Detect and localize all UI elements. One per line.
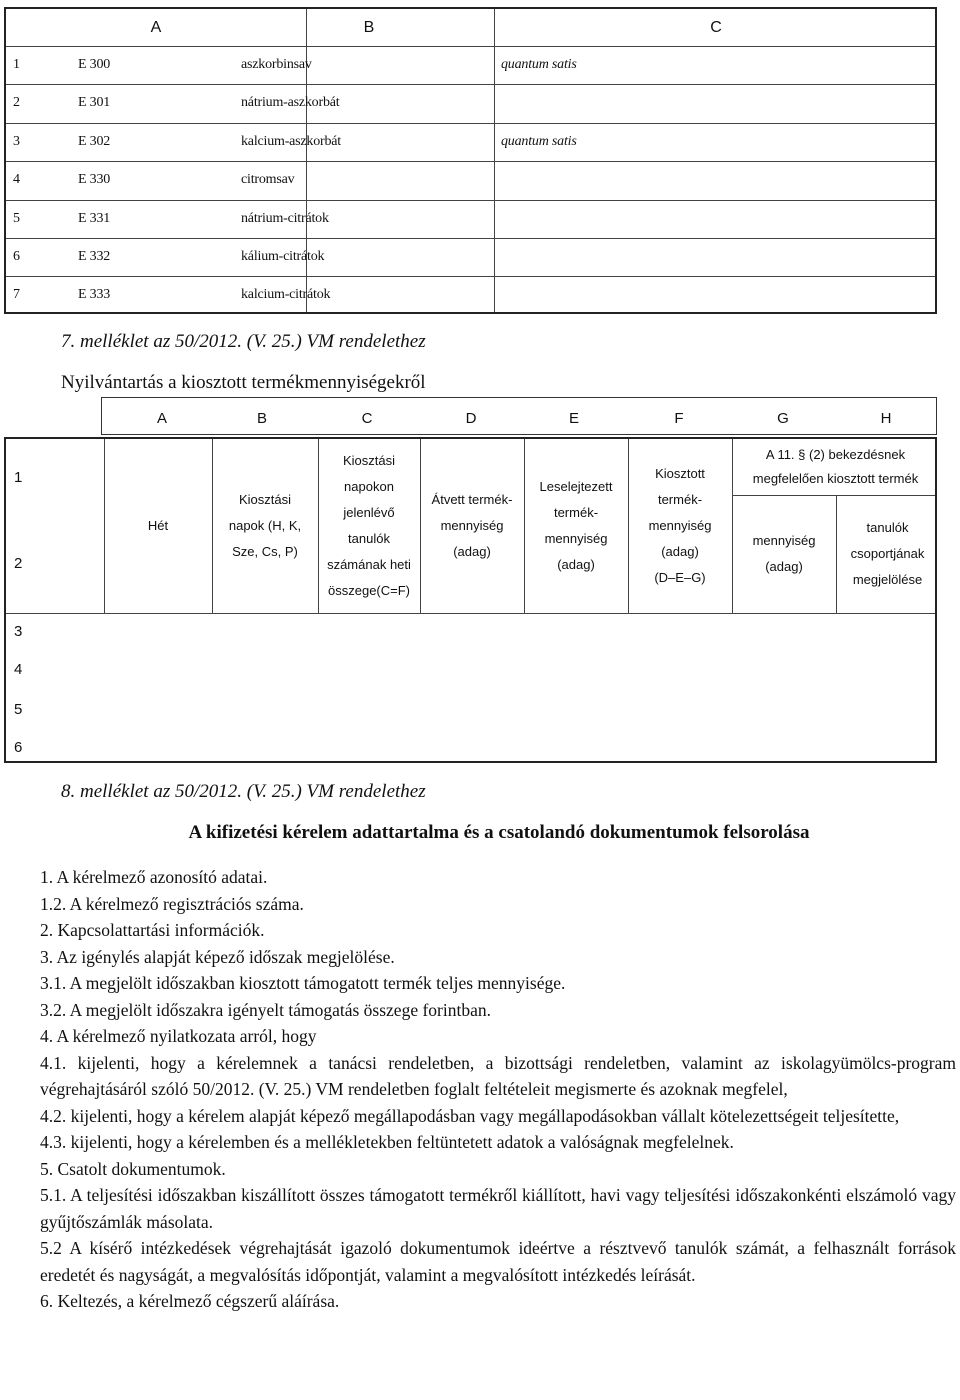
column-header-b: B <box>363 19 375 36</box>
table-divider <box>420 439 421 613</box>
table-cell: nátrium-aszkorbát <box>241 95 340 111</box>
table-divider <box>212 439 213 613</box>
row-number: 3 <box>14 623 23 640</box>
header-week: Hét <box>147 518 169 533</box>
list-item: 3.2. A megjelölt időszakra igényelt támogatás összege forintban. <box>40 999 491 1020</box>
table-divider <box>836 495 837 613</box>
annex-8-title: A kifizetési kérelem adattartalma és a csatolandó dokumentumok felsorolása <box>188 822 810 843</box>
table-divider <box>318 439 319 613</box>
table-divider <box>732 439 733 613</box>
row-number: 5 <box>14 701 23 718</box>
column-letter: D <box>465 410 477 427</box>
column-header-c: C <box>710 19 722 36</box>
column-letter: C <box>361 410 373 427</box>
table-cell: kálium-citrátok <box>241 249 325 264</box>
header-distributed-quantity: Kiosztott termék- mennyiség (adag) (D–E–G) <box>648 466 712 585</box>
table-cell: aszkorbinsav <box>241 57 312 72</box>
table-divider <box>6 200 935 201</box>
list-item: 3. Az igénylés alapját képező időszak megjelölése. <box>40 946 395 967</box>
table-cell: 7 <box>13 287 20 303</box>
list-item: 5.2 A kísérő intézkedések végrehajtását igazoló dokumentumok ideértve a résztvevő tanulók számát, a felhasznált források eredetét és nagyságát, a megvalósítás időpontját, valamint a megvalósított intézkedés leírását. <box>40 1238 956 1285</box>
annex-7-label: 7. melléklet az 50/2012. (V. 25.) VM rendelethez <box>61 331 426 352</box>
table-divider <box>6 46 935 47</box>
table-divider <box>6 84 935 85</box>
table-cell: citromsav <box>241 172 295 188</box>
annex-8-label: 8. melléklet az 50/2012. (V. 25.) VM rendelethez <box>61 781 426 802</box>
column-letter-row <box>101 397 937 435</box>
list-item: 1. A kérelmező azonosító adatai. <box>40 867 268 887</box>
column-letter: A <box>156 410 168 427</box>
row-number: 6 <box>14 739 23 756</box>
table-divider <box>6 161 935 162</box>
table-cell: nátrium-citrátok <box>241 210 329 226</box>
table-cell: quantum satis <box>501 133 577 149</box>
table-cell: E 300 <box>78 57 111 72</box>
table-cell: E 301 <box>78 95 111 111</box>
list-item: 5.1. A teljesítési időszakban kiszállított összes támogatott termékről kiállított, havi vagy teljesítési időszakonkénti elszámoló vagy gyűjtőszámlák másolata. <box>40 1185 956 1232</box>
list-item: 4. A kérelmező nyilatkozata arról, hogy <box>40 1026 317 1046</box>
column-letter: G <box>777 410 789 427</box>
column-letter: B <box>256 410 268 427</box>
list-item: 6. Keltezés, a kérelmező cégszerű aláírása. <box>40 1291 340 1311</box>
column-letter: F <box>674 410 684 427</box>
list-item: 1.2. A kérelmező regisztrációs száma. <box>40 893 304 914</box>
column-header-a: A <box>150 19 162 36</box>
header-received-quantity: Átvett termék- mennyiség (adag) <box>431 492 513 559</box>
row-number: 1 <box>14 469 23 486</box>
header-student-group: tanulók csoportjának megjelölése <box>850 520 925 587</box>
list-item: 3.1. A megjelölt időszakban kiosztott támogatott termék teljes mennyisége. <box>40 973 566 993</box>
row-number: 2 <box>14 555 23 572</box>
header-quantity-served: mennyiség (adag) <box>752 533 816 574</box>
table-divider <box>6 613 935 614</box>
list-item: 4.1. kijelenti, hogy a kérelemnek a tanácsi rendeletben, a bizottsági rendeletben, valamint az iskolagyümölcs-program végrehajtásáról szóló 50/2012. (V. 25.) VM rendeletben foglalt feltételeit megismerte és azoknak megfelel, <box>40 1052 956 1099</box>
table-cell: kalcium-aszkorbát <box>241 133 342 149</box>
table-cell: E 302 <box>78 133 111 149</box>
requirements-list <box>40 864 956 1315</box>
header-discarded-quantity: Leselejtezett termék- mennyiség (adag) <box>539 479 613 572</box>
distribution-record-table <box>4 437 937 763</box>
table-cell: E 333 <box>78 287 111 303</box>
header-group-distributed: A 11. § (2) bekezdésnek megfelelően kiosztott termék <box>752 447 919 486</box>
table-cell: 5 <box>13 210 20 226</box>
table-cell: E 332 <box>78 249 111 264</box>
header-distribution-days: Kiosztási napok (H, K, Sze, Cs, P) <box>228 492 302 559</box>
table-cell: kalcium-citrátok <box>241 287 331 303</box>
list-item: 5. Csatolt dokumentumok. <box>40 1158 226 1179</box>
table-cell: 4 <box>13 172 20 188</box>
additives-table <box>4 7 937 314</box>
column-letter: E <box>568 410 580 427</box>
table-cell: 3 <box>13 133 20 149</box>
row-number: 4 <box>14 661 23 678</box>
table-cell: 1 <box>13 57 20 72</box>
table-divider <box>524 439 525 613</box>
column-letter: H <box>880 410 892 427</box>
annex-7-title: Nyilvántartás a kiosztott termékmennyiségekről <box>61 372 426 393</box>
table-cell: quantum satis <box>501 57 577 72</box>
table-divider <box>104 439 105 613</box>
header-students-present: Kiosztási napokon jelenlévő tanulók számának heti összege(C=F) <box>327 453 411 598</box>
table-cell: E 331 <box>78 210 111 226</box>
table-cell: 6 <box>13 249 20 264</box>
list-item: 4.2. kijelenti, hogy a kérelem alapját képező megállapodásban vagy megállapodásokban vállalt kötelezettségeit teljesítette, <box>40 1105 900 1126</box>
table-divider <box>6 238 935 239</box>
table-cell: 2 <box>13 95 20 111</box>
table-divider <box>6 123 935 124</box>
table-cell: E 330 <box>78 172 111 188</box>
list-item: 2. Kapcsolattartási információk. <box>40 920 265 940</box>
list-item: 4.3. kijelenti, hogy a kérelemben és a mellékletekben feltüntetett adatok a valóságnak megfelelnek. <box>40 1132 734 1152</box>
table-divider <box>6 276 935 277</box>
